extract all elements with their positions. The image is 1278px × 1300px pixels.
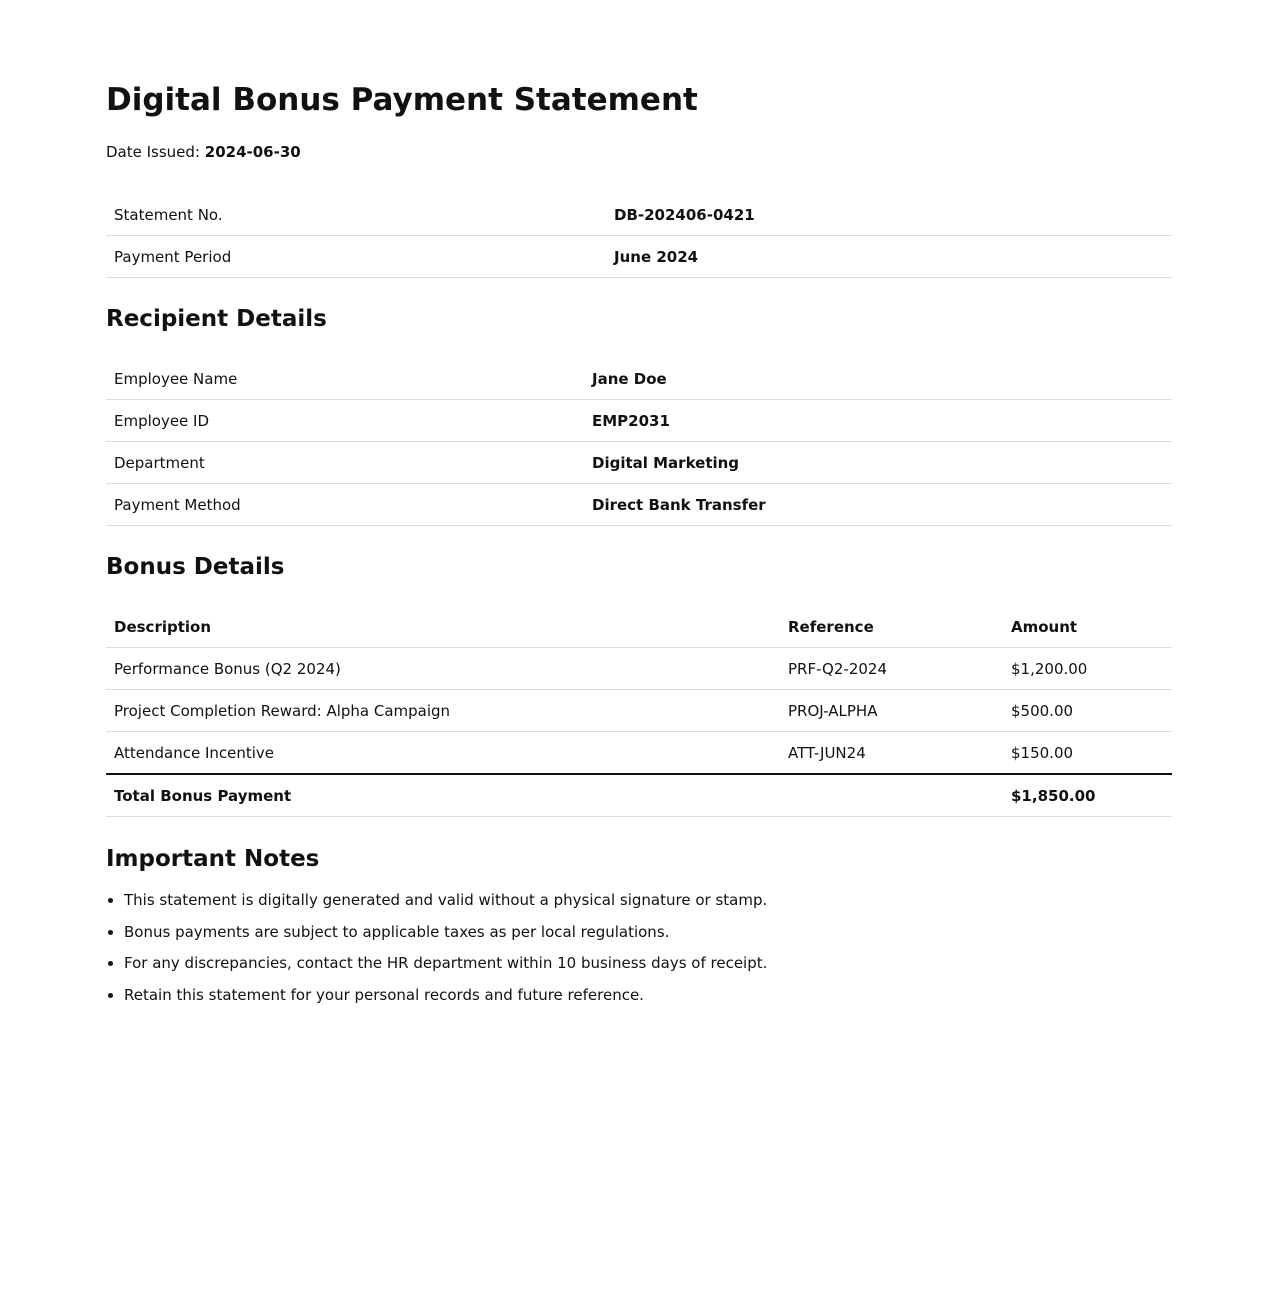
bonus-details-table <box>106 606 1172 817</box>
table-row <box>106 690 1172 732</box>
list-item: • This statement is digitally generated and valid without a physical signature or stamp. <box>124 890 1172 910</box>
employee-name-value: Jane Doe <box>584 358 1172 400</box>
important-notes-heading: Important Notes <box>106 846 320 872</box>
employee-id-value: EMP2031 <box>584 400 1172 442</box>
statement-no-label: Statement No. <box>106 194 606 236</box>
table-header-row <box>106 606 1172 648</box>
list-item: • For any discrepancies, contact the HR department within 10 business days of receipt. <box>124 953 1172 973</box>
table-row <box>106 442 1172 484</box>
payment-period-value: June 2024 <box>606 236 1172 278</box>
date-issued-value: 2024-06-30 <box>204 143 301 161</box>
bonus-amount: $150.00 <box>1003 732 1172 775</box>
bonus-reference: PROJ-ALPHA <box>780 690 1003 732</box>
recipient-details-table <box>106 358 1172 526</box>
table-row <box>106 194 1172 236</box>
table-row <box>106 236 1172 278</box>
column-header-description: Description <box>106 606 780 648</box>
recipient-details-heading: Recipient Details <box>106 306 327 332</box>
total-row <box>106 774 1172 817</box>
bonus-description: Performance Bonus (Q2 2024) <box>106 648 780 690</box>
bonus-description: Project Completion Reward: Alpha Campaign <box>106 690 780 732</box>
table-row <box>106 400 1172 442</box>
column-header-amount: Amount <box>1003 606 1172 648</box>
table-row <box>106 358 1172 400</box>
employee-name-label: Employee Name <box>106 358 584 400</box>
bonus-description: Attendance Incentive <box>106 732 780 775</box>
employee-id-label: Employee ID <box>106 400 584 442</box>
total-label: Total Bonus Payment <box>106 774 780 817</box>
bonus-reference: ATT-JUN24 <box>780 732 1003 775</box>
statement-meta-table <box>106 194 1172 278</box>
statement-no-value: DB-202406-0421 <box>606 194 1172 236</box>
bonus-reference: PRF-Q2-2024 <box>780 648 1003 690</box>
bonus-amount: $1,200.00 <box>1003 648 1172 690</box>
list-item: • Retain this statement for your personal records and future reference. <box>124 985 1172 1005</box>
notes-list <box>106 890 1172 1005</box>
date-issued-label: Date Issued: <box>106 143 200 161</box>
department-label: Department <box>106 442 584 484</box>
bonus-details-heading: Bonus Details <box>106 554 285 580</box>
date-issued <box>106 142 1172 162</box>
table-row <box>106 648 1172 690</box>
table-row <box>106 484 1172 526</box>
table-row <box>106 732 1172 775</box>
page-title: Digital Bonus Payment Statement <box>106 82 698 118</box>
payment-method-label: Payment Method <box>106 484 584 526</box>
column-header-reference: Reference <box>780 606 1003 648</box>
total-amount: $1,850.00 <box>1003 774 1172 817</box>
total-reference-empty <box>780 774 1003 817</box>
bonus-amount: $500.00 <box>1003 690 1172 732</box>
payment-method-value: Direct Bank Transfer <box>584 484 1172 526</box>
department-value: Digital Marketing <box>584 442 1172 484</box>
list-item: • Bonus payments are subject to applicable taxes as per local regulations. <box>124 922 1172 942</box>
payment-period-label: Payment Period <box>106 236 606 278</box>
